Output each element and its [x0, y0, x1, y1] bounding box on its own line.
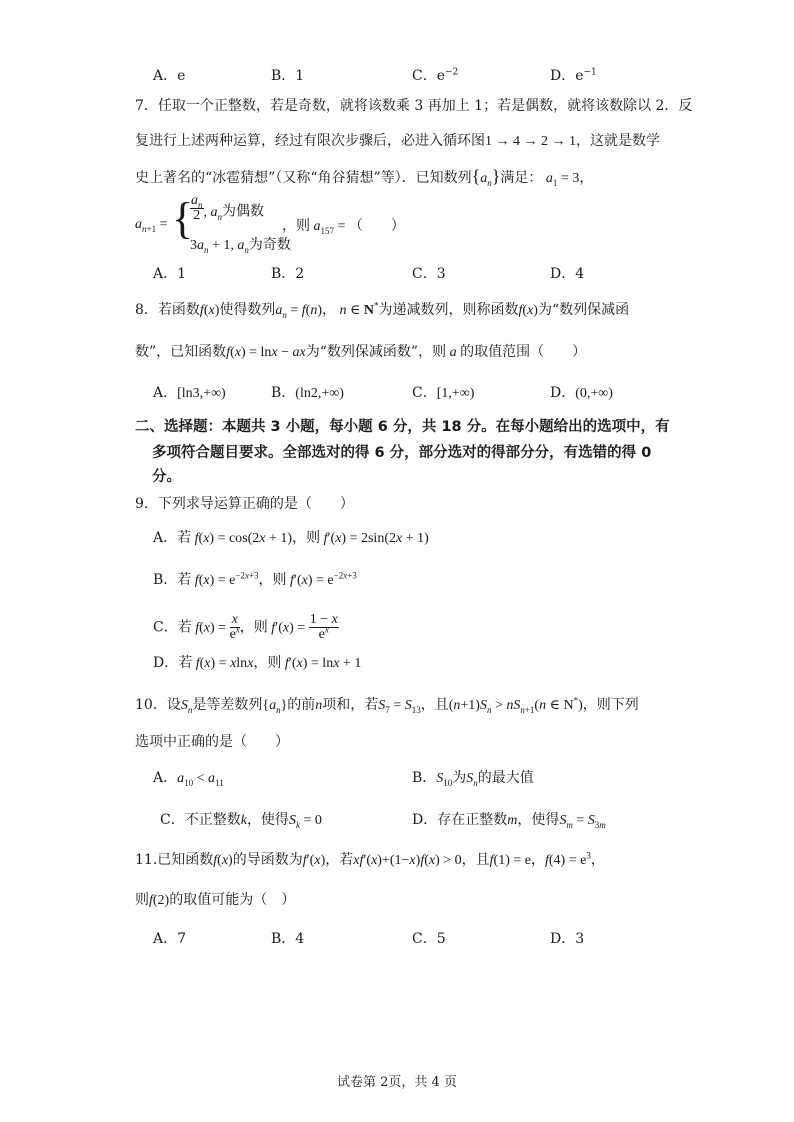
q8-option-c: C．[1,+∞) — [412, 385, 475, 401]
q10-line-1: 10．设$S_n$是等差数列$\{a_n\}$的前n项和，若$S_7 = S_{13}$，且$(n+1)S_n > nS_{n+1}(n$ ∈ N*)，则下列 — [135, 695, 639, 715]
q10-option-b: B．$S_{10}$为$S_n$的最大值 — [412, 770, 534, 788]
q7-line-1: 7．任取一个正整数，若是奇数，就将该数乘 3 再加上 1；若是偶数，就将该数除以 2．反 — [135, 98, 693, 114]
q9-option-c: C．若 f(x) = $\frac{x}{e^x}$ ，则 f′(x) = $\frac{1 - x}{e^x}$ — [153, 612, 338, 642]
q10-line-2: 选项中正确的是（ ） — [135, 734, 289, 750]
page-footer: 试卷第 2页，共 4 页 — [337, 1075, 457, 1090]
q9-option-b: B．若 $f(x) = e^{-2x+3}$，则 $f'(x) = e^{-2x+3}$ — [153, 570, 357, 588]
q6-option-d: D．$e^{-1}$ — [550, 67, 597, 84]
q9-option-a: A．若 f(x) = cos(2x + 1)，则 f′(x) = 2sin(2x + 1) — [153, 530, 429, 546]
q8-option-b: B．(ln2,+∞) — [271, 385, 344, 401]
q10-option-d: D．存在正整数m，使得$S_m = S_{3m}$ — [412, 812, 606, 830]
q10-option-c: C．不正整数k，使得$S_k = 0$ — [160, 812, 322, 830]
q11-line-1: 11.已知函数f(x)的导函数为f′(x)，若xf′(x)+(1−x)f(x) > 0，且f(1) = e，$f(4) = e^3$， — [135, 850, 605, 868]
section2-heading-line-1: 二、选择题：本题共 3 小题，每小题 6 分，共 18 分。在每小题给出的选项中，有 — [135, 419, 670, 435]
q8-line-2: 数”，已知函数f(x) = lnx − ax为“数列保减函数”，则 a 的取值范围（ ） — [135, 344, 587, 360]
q7-option-b: B．2 — [271, 266, 305, 282]
section2-heading-line-3: 分。 — [152, 469, 181, 485]
q8-line-1: 8．若函数f(x)使得数列$a_n = f(n)$， n ∈ N*为递减数列，则称函数f(x)为“数列保减函 — [135, 300, 630, 320]
q7-line-2: 复进行上述两种运算，经过有限次步骤后，必进入循环图1 → 4 → 2 → 1，这就是数学 — [135, 133, 660, 149]
q11-option-d: D．3 — [550, 931, 585, 947]
q10-option-a: A．$a_{10} < a_{11}$ — [153, 770, 224, 788]
section2-heading-line-2: 多项符合题目要求。全部选对的得 6 分，部分选对的得部分分，有选错的得 0 — [152, 445, 652, 461]
q11-option-c: C．5 — [412, 931, 446, 947]
q7-option-c: C．3 — [412, 266, 446, 282]
q11-line-2: 则f(2)的取值可能为（ ） — [135, 892, 296, 908]
q11-option-a: A．7 — [153, 931, 187, 947]
q7-line-3: 史上著名的“冰雹猜想”（又称“角谷猜想”等）．已知数列$\{a_n\}$满足： $a_1 = 3$， — [135, 166, 594, 188]
q8-option-d: D．(0,+∞) — [550, 385, 613, 401]
q7-option-d: D．4 — [550, 266, 585, 282]
q9-stem: 9．下列求导运算正确的是（ ） — [135, 496, 354, 512]
q9-option-d: D．若 f(x) = xlnx，则 f′(x) = lnx + 1 — [153, 655, 362, 671]
q6-option-c: C．$e^{-2}$ — [412, 67, 459, 84]
q8-option-a: A．[ln3,+∞) — [153, 385, 226, 401]
q7-option-a: A．1 — [153, 266, 187, 282]
q6-option-b: B．1 — [271, 68, 305, 84]
q6-option-a: A．e — [153, 68, 186, 84]
q11-option-b: B．4 — [271, 931, 305, 947]
